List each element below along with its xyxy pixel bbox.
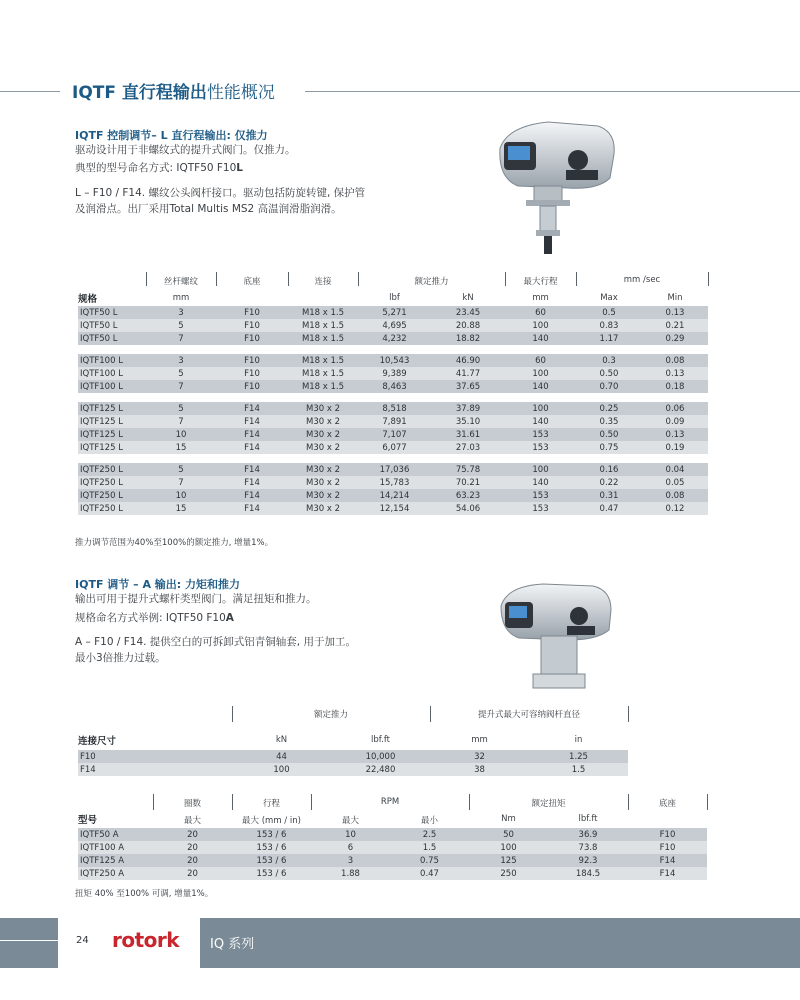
table-row: [78, 441, 708, 454]
section2-line2: [75, 610, 234, 626]
table-cell: M18 x 1.5: [288, 306, 358, 319]
t1-unit: mm: [172, 293, 190, 303]
table-cell: 20: [153, 841, 232, 854]
table-cell: IQTF125 L: [78, 415, 146, 428]
table-cell: 6: [311, 841, 390, 854]
t1-row-label: 规格: [78, 294, 98, 305]
table-cell: F10: [216, 380, 288, 393]
table-cell: 0.04: [642, 463, 708, 476]
table-row: [78, 463, 708, 476]
t3-head-base: 底座: [658, 799, 676, 809]
t2-sep: [628, 706, 629, 722]
table-cell: F14: [216, 441, 288, 454]
table-cell: IQTF50 A: [78, 828, 153, 841]
actuator-linear-image: [478, 108, 628, 258]
table-cell: 14,214: [358, 489, 431, 502]
table-cell: 20: [153, 867, 232, 880]
table-cell: 0.83: [576, 319, 642, 332]
title-bar: [0, 78, 800, 104]
table-cell: 140: [505, 415, 576, 428]
table-cell: 37.89: [431, 402, 505, 415]
table-cell: 10: [311, 828, 390, 841]
table-cell: 184.5: [548, 867, 628, 880]
table-cell: F14: [216, 402, 288, 415]
table-cell: IQTF250 L: [78, 463, 146, 476]
table-row: [78, 750, 628, 763]
table-cell: F14: [216, 489, 288, 502]
table-cell: IQTF250 A: [78, 867, 153, 880]
table-cell: F10: [216, 354, 288, 367]
footer: [0, 918, 800, 968]
table-row: [78, 854, 707, 867]
table-cell: 50: [469, 828, 548, 841]
table-cell: M18 x 1.5: [288, 332, 358, 345]
table-cell: 60: [505, 306, 576, 319]
table-cell: IQTF100 L: [78, 367, 146, 380]
table-cell: 41.77: [431, 367, 505, 380]
t3-unit: Nm: [501, 814, 516, 824]
table-cell: 125: [469, 854, 548, 867]
table-cell: 92.3: [548, 854, 628, 867]
table-cell: 1.17: [576, 332, 642, 345]
table-row: [78, 354, 708, 367]
table-cell: 20: [153, 854, 232, 867]
table-cell: 153: [505, 428, 576, 441]
table-cell: F14: [216, 476, 288, 489]
table-cell: 44: [232, 750, 331, 763]
table-cell: IQTF250 L: [78, 502, 146, 515]
table-cell: 100: [505, 319, 576, 332]
table-row: [78, 867, 707, 880]
table-row: [78, 828, 707, 841]
section1-line1: 驱动设计用于非螺纹式的提升式阀门。仅推力。: [75, 144, 296, 156]
table-cell: 140: [505, 380, 576, 393]
table-cell: 8,518: [358, 402, 431, 415]
t1-unit: Min: [667, 293, 683, 303]
t3-head-stroke: 行程: [262, 799, 280, 809]
table-row: [78, 380, 708, 393]
table-cell: M18 x 1.5: [288, 319, 358, 332]
t3-sep: [707, 794, 708, 810]
table-cell: 9,389: [358, 367, 431, 380]
table-cell: 0.06: [642, 402, 708, 415]
table-cell: 0.70: [576, 380, 642, 393]
table-cell: 0.09: [642, 415, 708, 428]
table-cell: 10: [146, 489, 216, 502]
section1-line2-text: 典型的型号命名方式: IQTF50 F10: [75, 162, 237, 174]
table-cell: 0.08: [642, 354, 708, 367]
table-cell: F10: [628, 828, 707, 841]
table-cell: 10,543: [358, 354, 431, 367]
table-cell: 2.5: [390, 828, 469, 841]
table-cell: IQTF100 L: [78, 380, 146, 393]
table-cell: IQTF250 L: [78, 489, 146, 502]
table-cell: 8,463: [358, 380, 431, 393]
table-cell: 46.90: [431, 354, 505, 367]
table-cell: 250: [469, 867, 548, 880]
title-rule-right: [305, 91, 800, 92]
table-cell: 153: [505, 502, 576, 515]
table-cell: 0.35: [576, 415, 642, 428]
table-row: [78, 489, 708, 502]
table-cell: IQTF100 L: [78, 354, 146, 367]
table-cell: 1.5: [390, 841, 469, 854]
t1-unit: Max: [600, 293, 618, 303]
table-cell: 15: [146, 502, 216, 515]
table-cell: 0.13: [642, 428, 708, 441]
table-row: [78, 428, 708, 441]
table-cell: 6,077: [358, 441, 431, 454]
table-cell: M30 x 2: [288, 402, 358, 415]
table-spacer: [78, 393, 708, 402]
table-cell: 36.9: [548, 828, 628, 841]
table-cell: 12,154: [358, 502, 431, 515]
table-cell: 32: [430, 750, 529, 763]
table-cell: 5: [146, 463, 216, 476]
table-cell: 100: [505, 402, 576, 415]
table-cell: 63.23: [431, 489, 505, 502]
t3-unit: 最小: [420, 816, 438, 826]
table-cell: M30 x 2: [288, 463, 358, 476]
table-cell: F10: [216, 332, 288, 345]
rotork-logo: rotork: [112, 928, 180, 952]
table-cell: 0.47: [576, 502, 642, 515]
page-number: 24: [76, 935, 89, 946]
t1-head-stroke: 最大行程: [523, 277, 558, 287]
table-cell: F10: [216, 319, 288, 332]
section1-line4: 及润滑点。出厂采用Total Multis MS2 高温润滑脂润滑。: [75, 203, 342, 215]
table-cell: F14: [628, 867, 707, 880]
table-cell: M30 x 2: [288, 502, 358, 515]
table-row: [78, 319, 708, 332]
t2-head-stem: 提升式最大可容纳阀杆直径: [477, 710, 580, 720]
table-cell: 15: [146, 441, 216, 454]
section1-heading: IQTF 控制调节– L 直行程输出: 仅推力: [75, 129, 268, 142]
table-cell: 54.06: [431, 502, 505, 515]
table-cell: 5,271: [358, 306, 431, 319]
table-cell: 7: [146, 476, 216, 489]
table-cell: M30 x 2: [288, 428, 358, 441]
t3-row-label: 型号: [78, 815, 98, 826]
table-cell: 3: [146, 306, 216, 319]
table-cell: 10: [146, 428, 216, 441]
table-cell: 0.5: [576, 306, 642, 319]
table-cell: 3: [146, 354, 216, 367]
table3-note: 扭矩 40% 至100% 可调, 增量1%。: [75, 889, 214, 899]
table-cell: 0.47: [390, 867, 469, 880]
table-cell: IQTF125 L: [78, 441, 146, 454]
table-row: [78, 841, 707, 854]
title-rule-left: [0, 91, 60, 92]
table-cell: F14: [216, 428, 288, 441]
table-cell: 18.82: [431, 332, 505, 345]
section1-line2: [75, 160, 243, 176]
t1-head-base: 底座: [243, 277, 261, 287]
table-row: [78, 306, 708, 319]
section2-line4: 最小3倍推力过载。: [75, 652, 166, 664]
table-cell: M18 x 1.5: [288, 367, 358, 380]
table-cell: 153: [505, 489, 576, 502]
t2-unit: lbf.ft: [370, 735, 390, 745]
table-cell: 100: [505, 367, 576, 380]
table-cell: 20.88: [431, 319, 505, 332]
table-cell: M18 x 1.5: [288, 380, 358, 393]
table-cell: 35.10: [431, 415, 505, 428]
table-row: [78, 502, 708, 515]
table-cell: 0.05: [642, 476, 708, 489]
table-cell: F14: [628, 854, 707, 867]
table-cell: 17,036: [358, 463, 431, 476]
table-cell: 0.75: [576, 441, 642, 454]
table-cell: 0.13: [642, 306, 708, 319]
table-cell: IQTF50 L: [78, 332, 146, 345]
t3-head-turns: 圈数: [183, 799, 201, 809]
page-title: [72, 78, 275, 103]
table-cell: 0.75: [390, 854, 469, 867]
table-spacer: [78, 345, 708, 354]
footer-rule: [0, 940, 58, 941]
table-cell: 153 / 6: [232, 841, 311, 854]
t1-head-speed: mm /sec: [623, 275, 661, 285]
t1-unit: mm: [532, 293, 549, 303]
series-label: IQ 系列: [210, 937, 255, 952]
table-cell: 1.5: [529, 763, 628, 776]
table-cell: M30 x 2: [288, 489, 358, 502]
t1-head-thread: 丝杆螺纹: [163, 277, 198, 287]
table-cell: 100: [469, 841, 548, 854]
table3: [78, 828, 707, 880]
table-cell: F14: [216, 463, 288, 476]
table-cell: 100: [232, 763, 331, 776]
table-cell: 0.22: [576, 476, 642, 489]
table-cell: 7: [146, 380, 216, 393]
table-cell: F10: [628, 841, 707, 854]
t2-head-thrust: 额定推力: [313, 710, 348, 720]
table-row: [78, 402, 708, 415]
table-cell: 140: [505, 476, 576, 489]
table-cell: M30 x 2: [288, 415, 358, 428]
table-row: [78, 415, 708, 428]
t1-unit: kN: [462, 293, 474, 303]
table-cell: 5: [146, 402, 216, 415]
section1-line3: L – F10 / F14. 螺纹公头阀杆接口。驱动包括防旋转键, 保护管: [75, 187, 366, 199]
table-cell: M30 x 2: [288, 441, 358, 454]
table-cell: 7,107: [358, 428, 431, 441]
t3-unit: lbf.ft: [578, 814, 598, 824]
table-cell: 153 / 6: [232, 867, 311, 880]
table-cell: 5: [146, 367, 216, 380]
table-cell: 0.08: [642, 489, 708, 502]
table-cell: 0.3: [576, 354, 642, 367]
table-cell: IQTF50 L: [78, 306, 146, 319]
table-cell: 75.78: [431, 463, 505, 476]
table2: [78, 750, 628, 776]
section2-line2-bold: A: [225, 612, 234, 624]
table-cell: 100: [505, 463, 576, 476]
table-cell: 1.88: [311, 867, 390, 880]
table-cell: 0.16: [576, 463, 642, 476]
t3-unit: 最大: [183, 816, 201, 826]
table-cell: 10,000: [331, 750, 430, 763]
section1-line2-bold: L: [236, 162, 243, 174]
table-cell: IQTF100 A: [78, 841, 153, 854]
table-cell: IQTF125 L: [78, 402, 146, 415]
table-cell: 4,695: [358, 319, 431, 332]
table-row: [78, 332, 708, 345]
table-cell: F10: [78, 750, 232, 763]
table-cell: 23.45: [431, 306, 505, 319]
t2-unit: in: [574, 735, 583, 745]
t3-unit: 最大: [341, 816, 359, 826]
table-cell: 0.25: [576, 402, 642, 415]
table-cell: IQTF125 A: [78, 854, 153, 867]
section2-line1: 输出可用于提升式螺杆类型阀门。满足扭矩和推力。: [75, 593, 317, 605]
table-row: [78, 367, 708, 380]
t3-unit: 最大 (mm / in): [242, 816, 301, 826]
table1-note: 推力调节范围为40%至100%的额定推力, 增量1%。: [75, 538, 274, 548]
t2-unit: mm: [471, 735, 488, 745]
table-cell: 0.13: [642, 367, 708, 380]
title-bold: IQTF 直行程输出: [72, 83, 207, 103]
table-cell: IQTF250 L: [78, 476, 146, 489]
table-cell: 0.50: [576, 367, 642, 380]
table-cell: 31.61: [431, 428, 505, 441]
table-cell: 0.50: [576, 428, 642, 441]
table-cell: M30 x 2: [288, 476, 358, 489]
table-cell: F10: [216, 367, 288, 380]
table-cell: 1.25: [529, 750, 628, 763]
table-cell: 153: [505, 441, 576, 454]
table-cell: F10: [216, 306, 288, 319]
table-cell: 0.19: [642, 441, 708, 454]
section2-line3: A – F10 / F14. 提供空白的可拆卸式铝青铜轴套, 用于加工。: [75, 636, 356, 648]
t3-head-rpm: RPM: [380, 797, 400, 807]
t1-unit: lbf: [389, 293, 400, 303]
t2-row-label: 连接尺寸: [78, 736, 117, 747]
table-cell: 0.29: [642, 332, 708, 345]
table-cell: F14: [216, 415, 288, 428]
table-cell: 60: [505, 354, 576, 367]
table-cell: 22,480: [331, 763, 430, 776]
t1-head-connect: 连接: [314, 277, 332, 287]
table-cell: 0.18: [642, 380, 708, 393]
table-cell: 4,232: [358, 332, 431, 345]
table-cell: 0.21: [642, 319, 708, 332]
table-cell: M18 x 1.5: [288, 354, 358, 367]
table-cell: 38: [430, 763, 529, 776]
table-cell: 27.03: [431, 441, 505, 454]
table-row: [78, 763, 628, 776]
table-cell: 7: [146, 415, 216, 428]
t1-sep: [708, 272, 709, 286]
t1-head-thrust: 额定推力: [414, 277, 449, 287]
actuator-torque-image: [493, 580, 621, 695]
table-cell: 140: [505, 332, 576, 345]
table-cell: 73.8: [548, 841, 628, 854]
table-cell: 7: [146, 332, 216, 345]
table-cell: 0.12: [642, 502, 708, 515]
table-cell: 70.21: [431, 476, 505, 489]
table-cell: F14: [216, 502, 288, 515]
table-cell: 15,783: [358, 476, 431, 489]
table-spacer: [78, 454, 708, 463]
t2-unit: kN: [275, 735, 288, 745]
t3-head-torque: 额定扭矩: [531, 799, 566, 809]
table-row: [78, 476, 708, 489]
table-cell: 20: [153, 828, 232, 841]
table-cell: 5: [146, 319, 216, 332]
table-cell: 3: [311, 854, 390, 867]
table-cell: F14: [78, 763, 232, 776]
table-cell: 37.65: [431, 380, 505, 393]
section2-line2-text: 规格命名方式举例: IQTF50 F10: [75, 612, 226, 624]
table-cell: 153 / 6: [232, 828, 311, 841]
title-rest: 性能概况: [206, 83, 275, 103]
table-cell: 0.31: [576, 489, 642, 502]
table1: [78, 306, 708, 515]
table-cell: IQTF125 L: [78, 428, 146, 441]
section2-heading: IQTF 调节 – A 输出: 力矩和推力: [75, 578, 241, 591]
table-cell: 7,891: [358, 415, 431, 428]
table-cell: 153 / 6: [232, 854, 311, 867]
table-cell: IQTF50 L: [78, 319, 146, 332]
